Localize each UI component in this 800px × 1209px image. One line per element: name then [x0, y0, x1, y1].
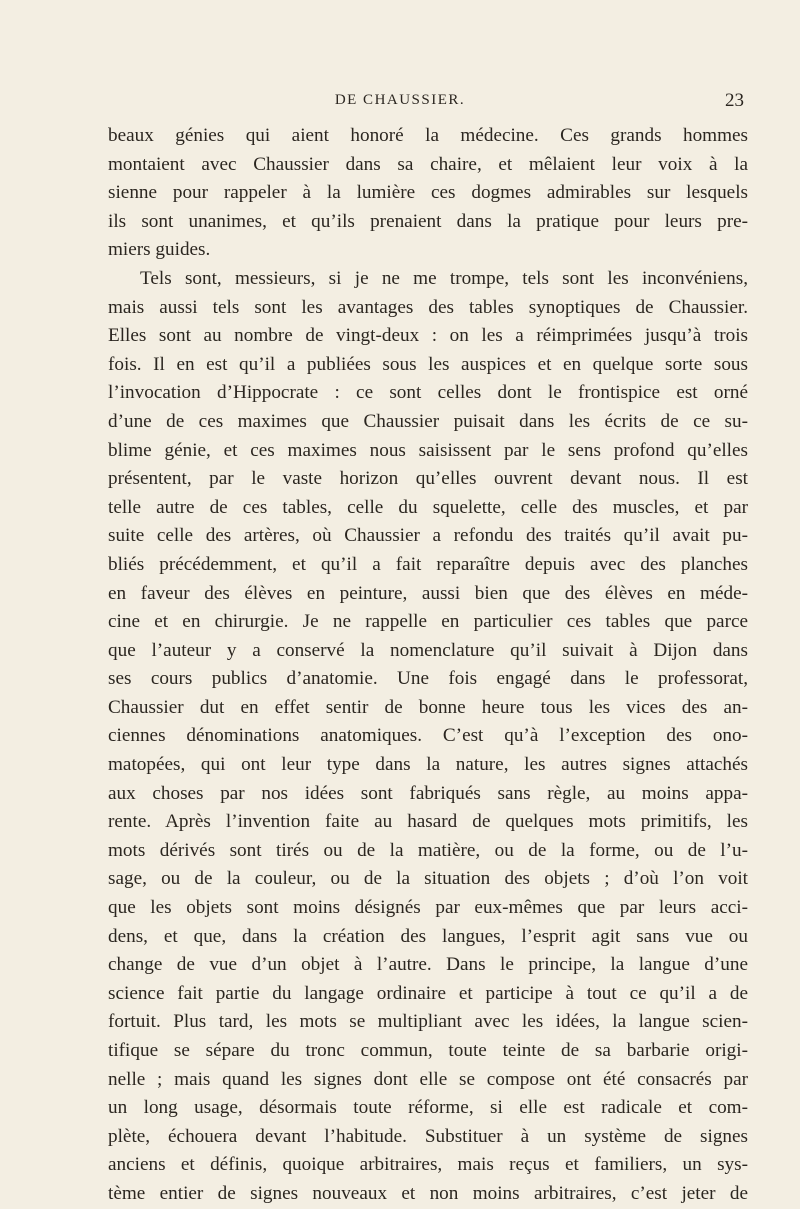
text-line: mais aussi tels sont les avantages des tables synoptiques de Chaussier. — [108, 296, 748, 318]
text-line: dens, et que, dans la création des langues, l’esprit agit sans vue ou — [108, 925, 748, 947]
text-line: sienne pour rappeler à la lumière ces dogmes admirables sur lesquels — [108, 182, 748, 204]
text-line: ciennes dénominations anatomiques. C’est qu’à l’exception des ono- — [108, 725, 748, 747]
text-line: plète, échouera devant l’habitude. Substituer à un système de signes — [108, 1125, 748, 1147]
text-line: matopées, qui ont leur type dans la nature, les autres signes attachés — [108, 754, 748, 776]
text-line: rente. Après l’invention faite au hasard de quelques mots primitifs, les — [108, 811, 748, 833]
text-line: aux choses par nos idées sont fabriqués sans règle, au moins appa- — [108, 782, 748, 804]
text-line: présentent, par le vaste horizon qu’elles ouvrent devant nous. Il est — [108, 468, 748, 490]
text-line: que l’auteur y a conservé la nomenclature qu’il suivait à Dijon dans — [108, 639, 748, 661]
text-line: un long usage, désormais toute réforme, si elle est radicale et com- — [108, 1097, 748, 1119]
text-line: fortuit. Plus tard, les mots se multipliant avec les idées, la langue scien- — [108, 1011, 748, 1033]
text-line: change de vue d’un objet à l’autre. Dans le principe, la langue d’une — [108, 954, 748, 976]
text-line: d’une de ces maximes que Chaussier puisait dans les écrits de ce su- — [108, 410, 748, 432]
text-line: suite celle des artères, où Chaussier a refondu des traités qu’il avait pu- — [108, 525, 748, 547]
text-line: miers guides. — [108, 239, 211, 261]
text-line: science fait partie du langage ordinaire et participe à tout ce qu’il a de — [108, 982, 748, 1004]
text-line: tifique se sépare du tronc commun, toute teinte de sa barbarie origi- — [108, 1040, 748, 1061]
body-text — [108, 122, 748, 1209]
text-line: Chaussier dut en effet sentir de bonne heure tous les vices des an- — [108, 696, 748, 718]
text-line: montaient avec Chaussier dans sa chaire, et mêlaient leur voix à la — [108, 153, 748, 175]
text-line: tème entier de signes nouveaux et non moins arbitraires, c’est jeter de — [108, 1182, 748, 1204]
text-line: Elles sont au nombre de vingt-deux : on les a réimprimées jusqu’à trois — [108, 325, 748, 347]
page-number: 23 — [725, 90, 744, 111]
text-line: en faveur des élèves en peinture, aussi bien que des élèves en méde- — [108, 582, 748, 604]
text-line: Tels sont, messieurs, si je ne me trompe, tels sont les inconvéniens, — [140, 267, 748, 289]
text-line: telle autre de ces tables, celle du squelette, celle des muscles, et par — [108, 496, 748, 518]
text-line: sage, ou de la couleur, ou de la situation des objets ; d’où l’on voit — [108, 868, 748, 890]
text-line: que les objets sont moins désignés par eux-mêmes que par leurs acci- — [108, 897, 748, 919]
text-line: bliés précédemment, et qu’il a fait reparaître depuis avec des planches — [108, 553, 748, 575]
text-line: anciens et définis, quoique arbitraires, mais reçus et familiers, un sys- — [108, 1154, 748, 1176]
text-line: l’invocation d’Hippocrate : ce sont celles dont le frontispice est orné — [108, 382, 748, 404]
text-line: beaux génies qui aient honoré la médecine. Ces grands hommes — [108, 125, 748, 146]
text-line: cine et en chirurgie. Je ne rappelle en particulier ces tables que parce — [108, 611, 748, 633]
text-line: ses cours publics d’anatomie. Une fois engagé dans le professorat, — [108, 668, 748, 690]
text-line: blime génie, et ces maximes nous saisissent par le sens profond qu’elles — [108, 439, 748, 461]
text-line: fois. Il en est qu’il a publiées sous les auspices et en quelque sorte sous — [108, 353, 748, 375]
running-head — [0, 90, 800, 114]
text-line: nelle ; mais quand les signes dont elle se compose ont été consacrés par — [108, 1068, 748, 1090]
text-line: ils sont unanimes, et qu’ils prenaient dans la pratique pour leurs pre- — [108, 210, 748, 232]
running-title: DE CHAUSSIER. — [334, 92, 466, 108]
text-line: mots dérivés sont tirés ou de la matière, ou de la forme, ou de l’u- — [108, 839, 748, 861]
